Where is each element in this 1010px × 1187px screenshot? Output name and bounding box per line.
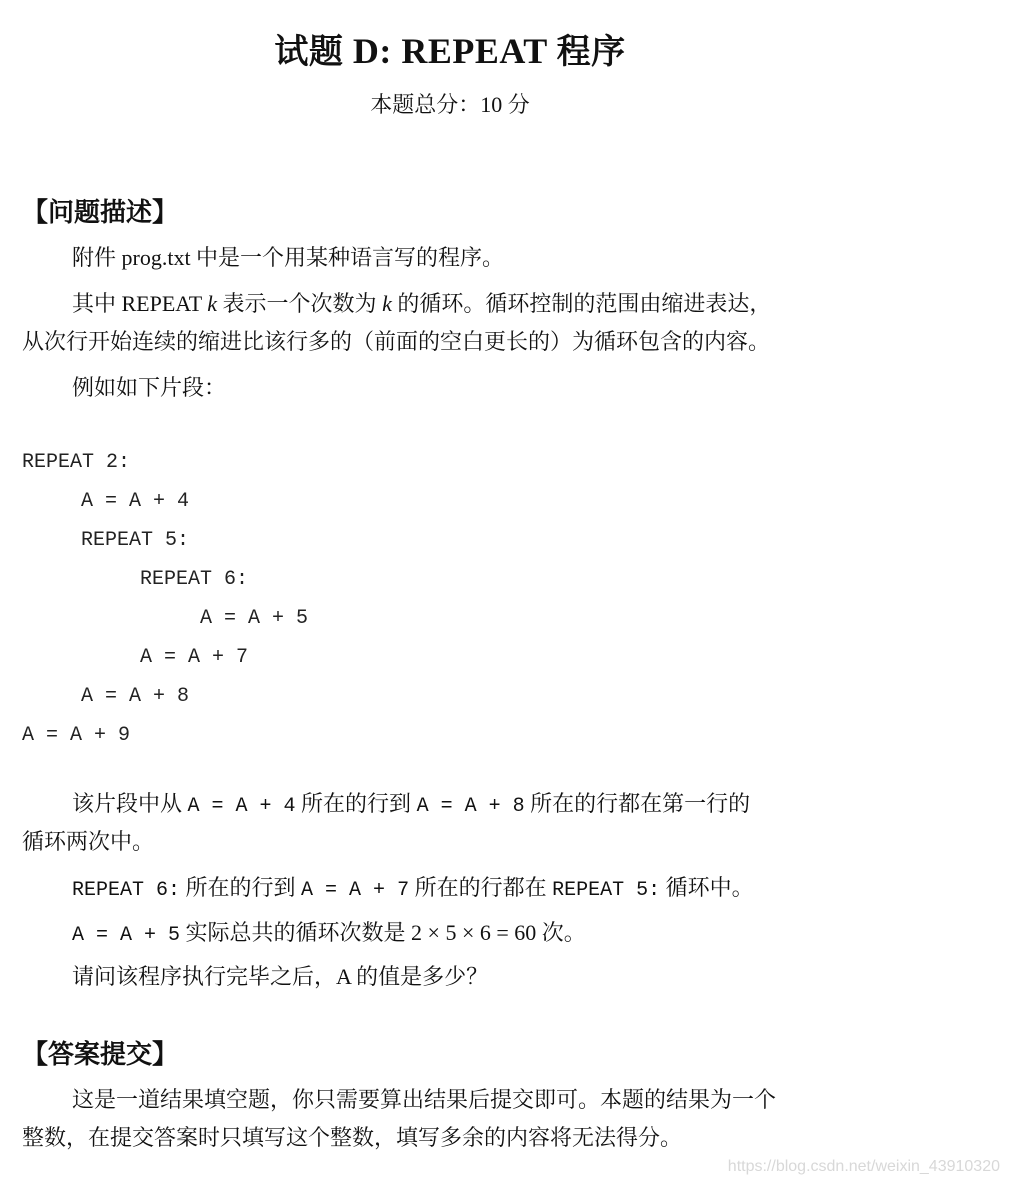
code-line-3: REPEAT 5: (81, 529, 190, 552)
p5-text-c: 循环中。 (660, 875, 754, 900)
answer-paragraph-2: 整数，在提交答案时只填写这个整数，填写多余的内容将无法得分。 (22, 1125, 683, 1150)
problem-paragraph-2 (72, 293, 771, 315)
score-label: 本题总分： (370, 92, 481, 117)
answer-submission-heading: 【答案提交】 (22, 1040, 179, 1070)
p2-text-c: 的循环。循环控制的范围由缩进表达， (391, 291, 772, 316)
problem-description-heading: 【问题描述】 (22, 198, 179, 228)
code-line-1: REPEAT 2: (22, 451, 131, 474)
inline-code: REPEAT 5: (552, 879, 661, 902)
title-latin: D: REPEAT (352, 31, 548, 71)
problem-question: 请问该程序执行完毕之后，A 的值是多少？ (72, 964, 489, 989)
p2-text-a: 其中 REPEAT (72, 291, 208, 316)
p4-text-c: 所在的行都在第一行的 (524, 791, 751, 816)
watermark: https://blog.csdn.net/weixin_43910320 (727, 1158, 1000, 1175)
score-unit: 分 (507, 92, 530, 117)
inline-code: A = A + 5 (72, 924, 181, 947)
p4-text-b: 所在的行到 (295, 791, 417, 816)
code-line-7: A = A + 8 (81, 685, 190, 708)
title-cjk-prefix: 试题 (274, 32, 344, 72)
var-k: k (382, 291, 392, 316)
p5-text-a: 所在的行到 (180, 875, 302, 900)
problem-paragraph-6 (72, 922, 586, 946)
inline-code: A = A + 4 (187, 795, 296, 818)
p5-text-b: 所在的行都在 (409, 875, 553, 900)
var-k: k (207, 291, 218, 316)
code-line-2: A = A + 4 (81, 490, 190, 513)
code-line-6: A = A + 7 (140, 646, 249, 669)
code-line-5: A = A + 5 (200, 607, 309, 630)
p6-text: 实际总共的循环次数是 2 × 5 × 6 = 60 次。 (180, 920, 586, 945)
score-value: 10 (480, 92, 503, 117)
code-line-4: REPEAT 6: (140, 568, 249, 591)
problem-paragraph-1: 附件 prog.txt 中是一个用某种语言写的程序。 (72, 245, 505, 270)
problem-paragraph-3: 例如如下片段： (72, 375, 227, 400)
page-title (0, 24, 900, 73)
p4-text-a: 该片段中从 (72, 791, 188, 816)
inline-code: A = A + 8 (416, 795, 525, 818)
problem-paragraph-4 (72, 793, 750, 817)
problem-paragraph-2-cont: 从次行开始连续的缩进比该行多的（前面的空白更长的）为循环包含的内容。 (22, 329, 771, 354)
inline-code: A = A + 7 (301, 879, 410, 902)
total-score (0, 88, 900, 119)
problem-paragraph-5 (72, 877, 754, 901)
p2-text-b: 表示一个次数为 (217, 291, 383, 316)
code-line-8: A = A + 9 (22, 724, 131, 747)
answer-paragraph-1: 这是一道结果填空题，你只需要算出结果后提交即可。本题的结果为一个 (72, 1087, 777, 1112)
problem-paragraph-4-cont: 循环两次中。 (22, 829, 155, 854)
inline-code: REPEAT 6: (72, 879, 181, 902)
title-cjk-suffix: 程序 (556, 32, 626, 72)
